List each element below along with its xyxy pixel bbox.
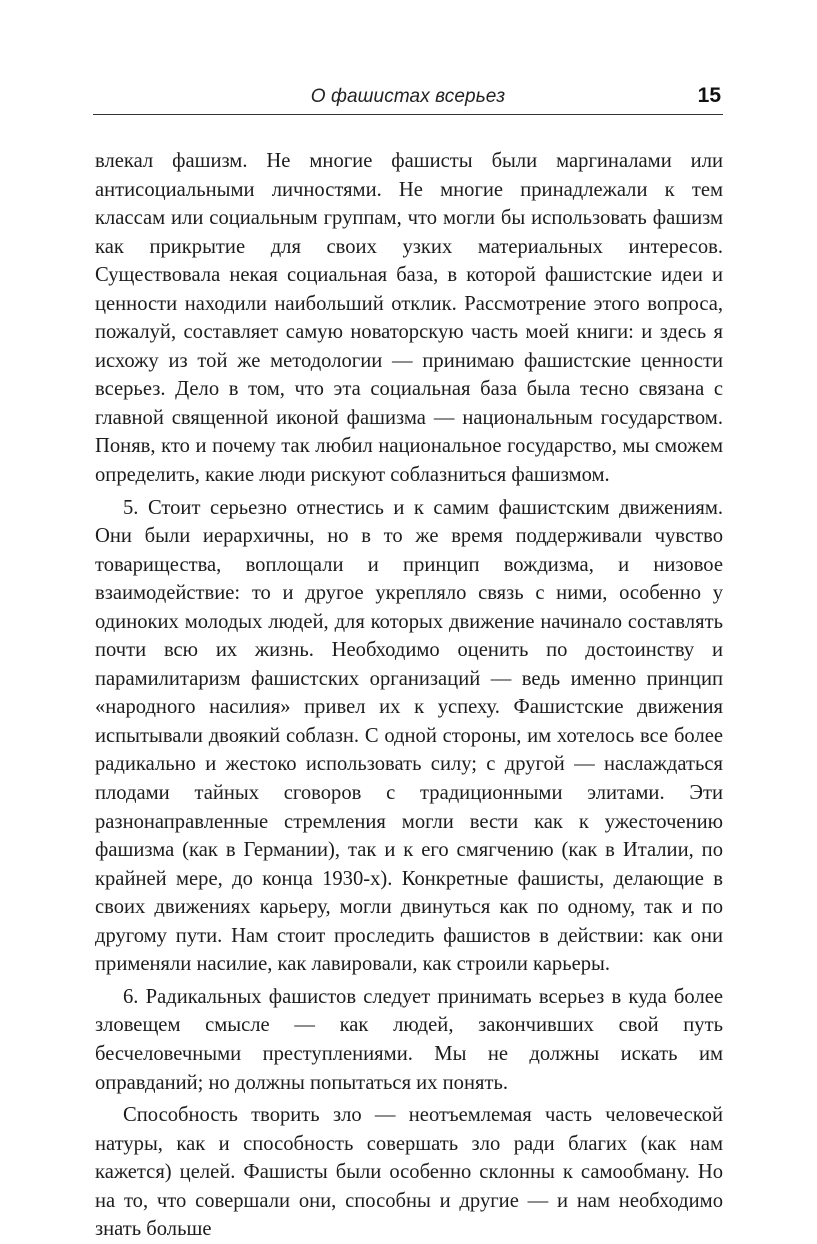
- paragraph-continued: влекал фашизм. Не многие фашисты были маргиналами или антисоциальными личностями. Не многие принадлежали к тем классам или социальным группам, что могли бы использовать фашизм как прикрытие для своих узких материальных интересов. Существовала некая социальная база, в которой фашистские идеи и ценности находили наибольший отклик. Рассмотрение этого вопроса, пожалуй, составляет самую новаторскую часть моей книги: и здесь я исхожу из той же методологии — принимаю фашистские ценности всерьез. Дело в том, что эта социальная база была тесно связана с главной священной иконой фашизма — национальным государством. Поняв, кто и почему так любил национальное государство, мы сможем определить, какие люди рискуют соблазниться фашизмом.: [95, 150, 723, 487]
- body-text: [95, 147, 723, 1244]
- paragraph-point-6: 6. Радикальных фашистов следует принимать всерьез в куда более зловещем смысле — как людей, закончивших свой путь бесчеловечными преступлениями. Мы не должны искать им оправданий; но должны попытаться их понять.: [95, 985, 723, 1094]
- paragraph-point-5: 5. Стоит серьезно отнестись и к самим фашистским движениям. Они были иерархичны, но в то же время поддерживали чувство товарищества, воплощали и принцип вождизма, и низовое взаимодействие: то и другое укрепляло связь с ними, особенно у одиноких молодых людей, для которых движение начинало составлять почти всю их жизнь. Необходимо оценить по достоинству и парамилитаризм фашистских организаций — ведь именно принцип «народного насилия» привел их к успеху. Фашистские движения испытывали двоякий соблазн. С одной стороны, им хотелось все более радикально и жестоко использовать силу; с другой — наслаждаться плодами тайных сговоров с традиционными элитами. Эти разнонаправленные стремления могли вести как к ужесточению фашизма (как в Германии), так и к его смягчению (как в Италии, по крайней мере, до конца 1930-х). Конкретные фашисты, делающие в своих движениях карьеру, могли двинуться как по одному, так и по другому пути. Нам стоит проследить фашистов в действии: как они применяли насилие, как лавировали, как строили карьеры.: [95, 496, 723, 976]
- header-rule: [93, 114, 723, 115]
- page-number: 15: [697, 84, 721, 107]
- running-title: О фашистах всерьез: [310, 86, 506, 107]
- paragraph-evil: Способность творить зло — неотъемлемая часть человеческой натуры, как и способность совершать зло ради благих (как нам кажется) целей. Фашисты были особенно склонны к самообману. Но на то, что совершали они, способны и другие — и нам необходимо знать больше: [95, 1104, 723, 1241]
- running-head: [93, 84, 723, 112]
